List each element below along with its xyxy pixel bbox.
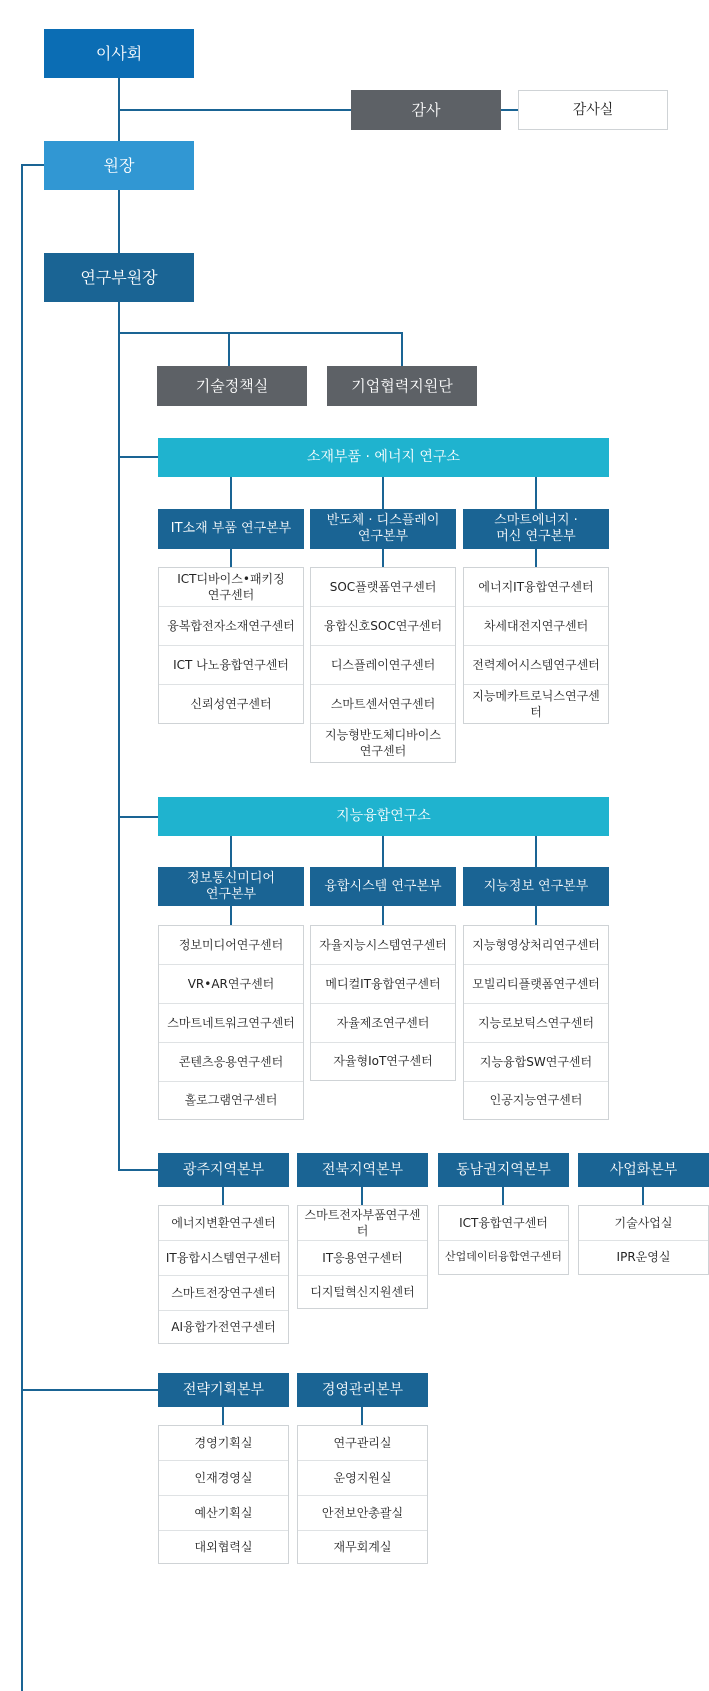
connector-line <box>382 477 384 509</box>
list-item[interactable]: 인공지능연구센터 <box>489 1093 583 1108</box>
list-item[interactable]: 연구관리실 <box>298 1426 427 1461</box>
management-hq[interactable]: 경영관리본부 <box>297 1373 428 1407</box>
center-list <box>297 1425 428 1564</box>
center-list <box>297 1205 428 1309</box>
institute-intelligence-convergence[interactable]: 지능융합연구소 <box>158 797 609 836</box>
list-item[interactable]: 디지털혁신지원센터 <box>310 1284 415 1299</box>
division-header[interactable]: 지능정보 연구본부 <box>463 867 609 906</box>
president-box[interactable]: 원장 <box>44 141 194 190</box>
connector-line <box>230 477 232 509</box>
list-item[interactable]: 자율지능시스템연구센터 <box>311 926 455 965</box>
corporate-cooperation-box[interactable]: 기업협력지원단 <box>327 366 477 406</box>
connector-line <box>502 1187 504 1205</box>
list-item[interactable]: 지능융합SW연구센터 <box>464 1043 608 1082</box>
connector-line <box>118 1169 158 1171</box>
connector-line <box>118 456 158 458</box>
institute-materials-energy[interactable]: 소재부품 · 에너지 연구소 <box>158 438 609 477</box>
list-item[interactable]: 지능메카트로닉스연구센터 <box>472 688 600 719</box>
list-item[interactable]: 산업데이터융합연구센터 <box>445 1250 562 1264</box>
list-item[interactable]: 에너지변환연구센터 <box>159 1206 288 1241</box>
list-item[interactable]: SOC플랫폼연구센터 <box>311 568 455 607</box>
center-list <box>463 925 609 1120</box>
list-item[interactable]: 안전보안총괄실 <box>298 1496 427 1531</box>
connector-line <box>401 332 403 366</box>
list-item[interactable]: 정보미디어연구센터 <box>159 926 303 965</box>
connector-line <box>501 109 518 111</box>
regional-hq-gwangju[interactable]: 광주지역본부 <box>158 1153 289 1187</box>
division-header[interactable]: 정보통신미디어 연구본부 <box>158 867 304 906</box>
center-list <box>158 567 304 724</box>
vice-president-box[interactable]: 연구부원장 <box>44 253 194 302</box>
list-item[interactable]: 운영지원실 <box>298 1461 427 1496</box>
connector-line <box>228 332 230 366</box>
center-list <box>310 567 456 763</box>
connector-line <box>21 1389 158 1391</box>
list-item[interactable]: 지능형영상처리연구센터 <box>464 926 608 965</box>
connector-line <box>382 906 384 925</box>
regional-hq-jeonbuk[interactable]: 전북지역본부 <box>297 1153 428 1187</box>
list-item[interactable]: IPR운영실 <box>616 1250 671 1265</box>
connector-line <box>118 332 403 334</box>
list-item[interactable]: 모빌리티플랫폼연구센터 <box>464 965 608 1004</box>
connector-line <box>230 906 232 925</box>
connector-line <box>535 477 537 509</box>
division-header[interactable]: 융합시스템 연구본부 <box>310 867 456 906</box>
center-list <box>438 1205 569 1275</box>
center-list <box>158 1425 289 1564</box>
commercialization-hq[interactable]: 사업화본부 <box>578 1153 709 1187</box>
list-item[interactable]: ICT디바이스•패키징 연구센터 <box>159 568 303 607</box>
list-item[interactable]: 신뢰성연구센터 <box>190 696 272 711</box>
list-item[interactable]: 에너지IT융합연구센터 <box>464 568 608 607</box>
list-item[interactable]: 지능로보틱스연구센터 <box>464 1004 608 1043</box>
tech-policy-office-box[interactable]: 기술정책실 <box>157 366 307 406</box>
center-list <box>578 1205 709 1275</box>
list-item[interactable]: 융복합전자소재연구센터 <box>159 607 303 646</box>
list-item[interactable]: 디스플레이연구센터 <box>311 646 455 685</box>
list-item[interactable]: IT융합시스템연구센터 <box>159 1241 288 1276</box>
list-item[interactable]: VR•AR연구센터 <box>159 965 303 1004</box>
list-item[interactable]: 홀로그램연구센터 <box>184 1093 278 1108</box>
auditor-box[interactable]: 감사 <box>351 90 501 130</box>
connector-line <box>535 906 537 925</box>
list-item[interactable]: 재무회계실 <box>333 1539 392 1554</box>
connector-line <box>21 164 23 1691</box>
list-item[interactable]: 스마트네트워크연구센터 <box>159 1004 303 1043</box>
division-header[interactable]: 반도체 · 디스플레이 연구본부 <box>310 509 456 549</box>
connector-line <box>222 1187 224 1205</box>
list-item[interactable]: 스마트전자부품연구센터 <box>298 1206 427 1241</box>
list-item[interactable]: ICT융합연구센터 <box>439 1206 568 1241</box>
connector-line <box>382 549 384 567</box>
strategy-planning-hq[interactable]: 전략기획본부 <box>158 1373 289 1407</box>
connector-line <box>118 816 158 818</box>
center-list <box>463 567 609 724</box>
list-item[interactable]: 융합신호SOC연구센터 <box>311 607 455 646</box>
list-item[interactable]: 콘텐츠응용연구센터 <box>159 1043 303 1082</box>
center-list <box>158 1205 289 1344</box>
list-item[interactable]: IT응용연구센터 <box>298 1241 427 1276</box>
list-item[interactable]: 스마트센서연구센터 <box>311 685 455 724</box>
list-item[interactable]: 스마트전장연구센터 <box>159 1276 288 1311</box>
list-item[interactable]: AI융합가전연구센터 <box>171 1319 276 1334</box>
list-item[interactable]: 지능형반도체디바이스 연구센터 <box>325 727 441 758</box>
list-item[interactable]: ICT 나노융합연구센터 <box>159 646 303 685</box>
connector-line <box>230 549 232 567</box>
division-header[interactable]: 스마트에너지 · 머신 연구본부 <box>463 509 609 549</box>
list-item[interactable]: 예산기획실 <box>159 1496 288 1531</box>
list-item[interactable]: 자율제조연구센터 <box>311 1004 455 1043</box>
list-item[interactable]: 대외협력실 <box>194 1539 253 1554</box>
list-item[interactable]: 인재경영실 <box>159 1461 288 1496</box>
audit-office-box[interactable]: 감사실 <box>518 90 668 130</box>
connector-line <box>382 836 384 867</box>
board-box[interactable]: 이사회 <box>44 29 194 78</box>
connector-line <box>361 1187 363 1205</box>
connector-line <box>222 1407 224 1425</box>
connector-line <box>230 836 232 867</box>
center-list <box>310 925 456 1081</box>
connector-line <box>118 302 120 1171</box>
regional-hq-dongnam[interactable]: 동남권지역본부 <box>438 1153 569 1187</box>
division-header[interactable]: IT소재 부품 연구본부 <box>158 509 304 549</box>
list-item[interactable]: 경영기획실 <box>159 1426 288 1461</box>
connector-line <box>118 190 120 253</box>
connector-line <box>118 109 351 111</box>
connector-line <box>535 836 537 867</box>
list-item[interactable]: 자율형IoT연구센터 <box>333 1054 433 1069</box>
connector-line <box>535 549 537 567</box>
list-item[interactable]: 메디컬IT융합연구센터 <box>311 965 455 1004</box>
list-item[interactable]: 전력제어시스템연구센터 <box>464 646 608 685</box>
connector-line <box>642 1187 644 1205</box>
connector-line <box>361 1407 363 1425</box>
center-list <box>158 925 304 1120</box>
list-item[interactable]: 기술사업실 <box>579 1206 708 1241</box>
connector-line <box>21 164 44 166</box>
list-item[interactable]: 차세대전지연구센터 <box>464 607 608 646</box>
